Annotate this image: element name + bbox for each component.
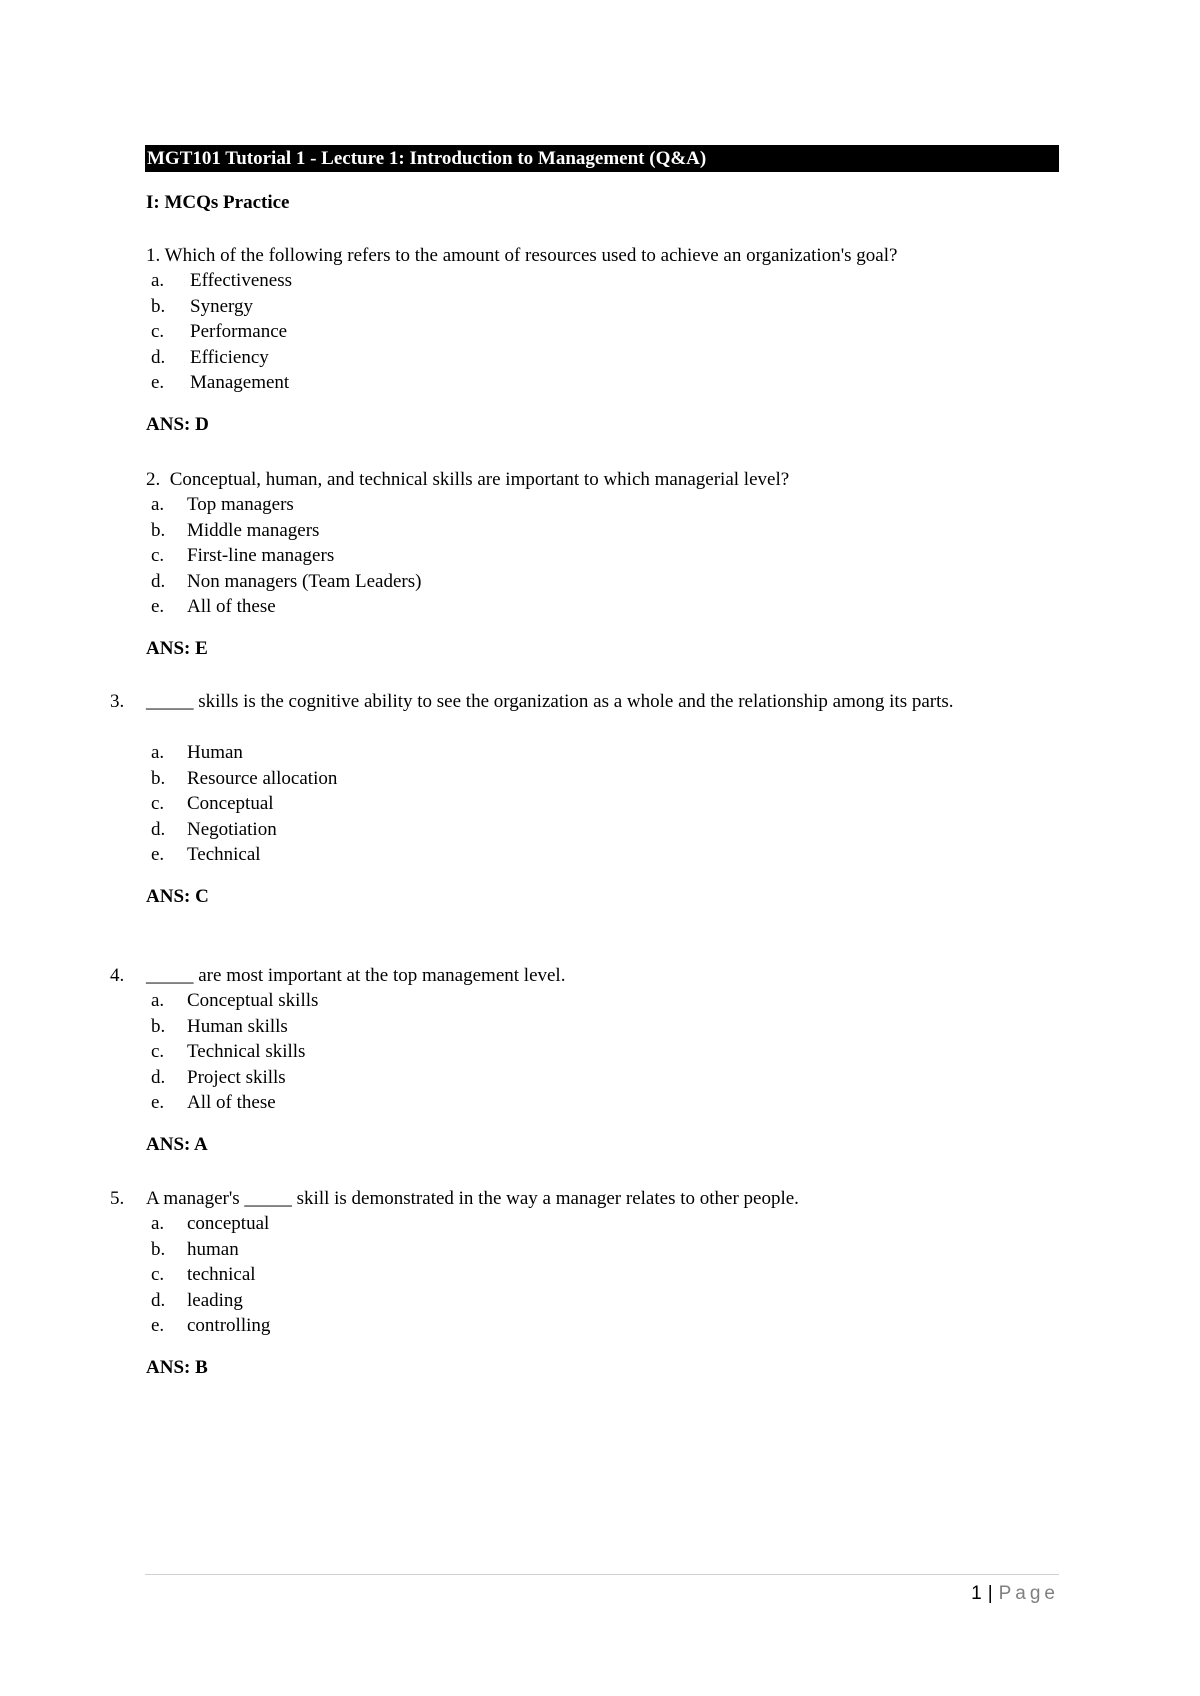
question-text: A manager's _____ skill is demonstrated in the way a manager relates to other people. xyxy=(146,1188,799,1209)
document-page: MGT101 Tutorial 1 - Lecture 1: Introduction to Management (Q&A) I: MCQs Practice 1. Which of the following refers to the amount of resources used to achieve an organization's goal? a. Effectiveness b. Synergy c. Performance d. Efficiency e. Management ANS: D 2. Conceptual, human, and technical skills are important to which managerial level? a. Top managers b. Middle managers c. First-line managers d. Non managers (Team Leaders) e. All of these ANS: E 3. _____ skills is the cognitive ability to see the organization as a whole and the relationship among its parts. a. Human b. Resource allocation c. Conceptual d. Negotiation e. Technical ANS: C 4. _____ are most important at the top management level. a. Conceptual skills b. Human skills c. Technical skills d. Project skills e. All of these ANS: A 5. A manager's _____ skill is demonstrated in the way a manager relates to other people. a. conceptual b. human c. technical d. leading e. controlling ANS: B 1 | Page xyxy=(0,0,1200,1696)
question-number: 3. xyxy=(110,691,125,712)
question-number: 1. xyxy=(146,245,161,266)
answer-4: ANS: A xyxy=(146,1134,208,1155)
page-number: 1 xyxy=(971,1583,982,1604)
question-number: 4. xyxy=(110,965,125,986)
answer-2: ANS: E xyxy=(146,638,208,659)
answer-5: ANS: B xyxy=(146,1357,208,1378)
page-label: Page xyxy=(998,1583,1059,1604)
question-text: _____ are most important at the top management level. xyxy=(146,965,566,986)
page-footer xyxy=(971,1583,1059,1605)
question-number: 5. xyxy=(110,1188,125,1209)
footer-separator: | xyxy=(987,1583,993,1604)
answer-3: ANS: C xyxy=(146,886,209,907)
document-title: MGT101 Tutorial 1 - Lecture 1: Introduction to Management (Q&A) xyxy=(145,145,1059,172)
question-text: _____ skills is the cognitive ability to see the organization as a whole and the relationship among its parts. xyxy=(146,691,954,712)
question-stem xyxy=(146,243,1061,269)
question-number: 2. xyxy=(146,469,161,490)
section-heading: I: MCQs Practice xyxy=(146,192,290,213)
answer-1: ANS: D xyxy=(146,414,209,435)
question-text: Conceptual, human, and technical skills are important to which managerial level? xyxy=(169,469,790,490)
question-stem xyxy=(146,467,1061,493)
footer-divider xyxy=(145,1574,1059,1575)
question-text: Which of the following refers to the amount of resources used to achieve an organization's goal? xyxy=(164,245,898,266)
